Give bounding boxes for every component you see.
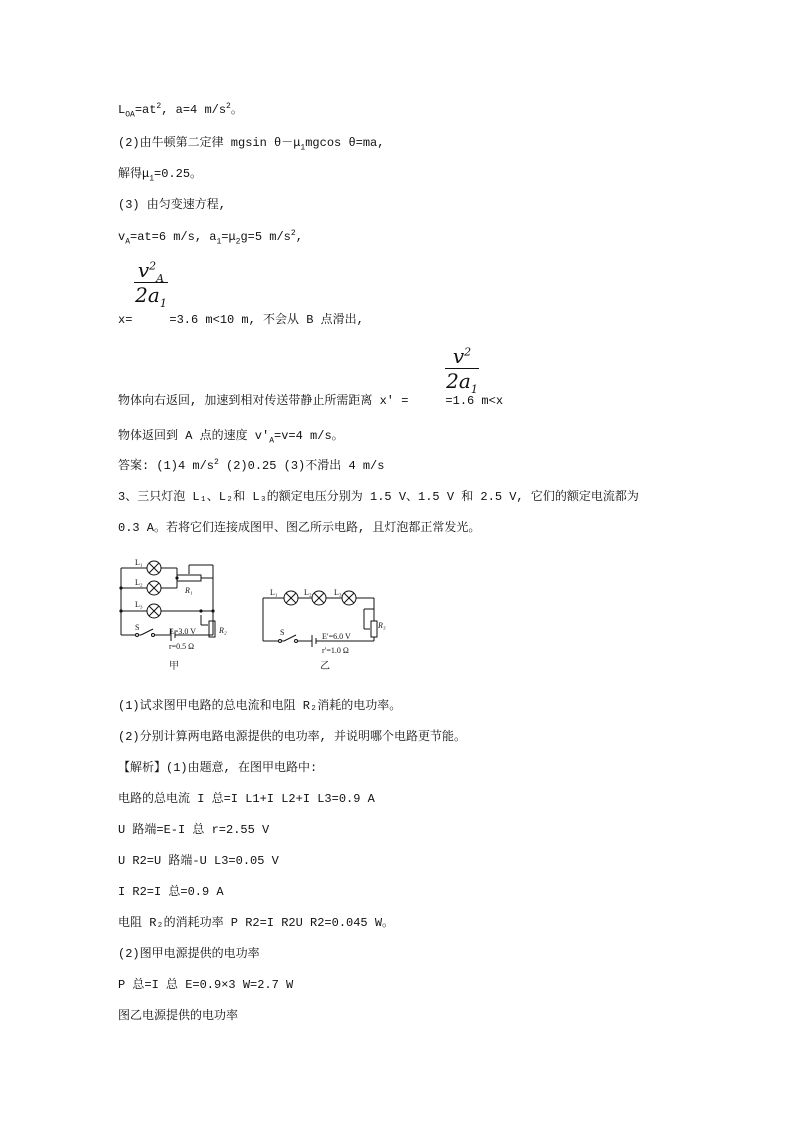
label-r2: R₂: [219, 626, 227, 635]
line-uniform-accel: (3) 由匀变速方程,: [118, 198, 227, 212]
label-switch: S: [135, 623, 140, 632]
circuit-figure-jia: [115, 553, 245, 675]
question-2: (2)分别计算两电路电源提供的电功率, 并说明哪个电路更节能。: [118, 730, 467, 744]
line-newton-law: (2)由牛顿第二定律 mgsin $\theta-\mu_1mgcos$ θ=ma,: [118, 136, 385, 153]
caption-jia: 甲: [169, 661, 179, 672]
line-return-speed: 物体返回到 A 点的速度 $v'_A=v=4$ m/s。: [118, 429, 344, 446]
label-l3: L₃: [135, 600, 143, 609]
total-current: 电路的总电流 I 总=I L1+I L2+I L3=0.9 A: [118, 792, 375, 806]
problem3-line1: 3、三只灯泡 L₁、L₂和 L₃的额定电压分别为 1.5 V、1.5 V 和 2.5 V, 它们的额定电流都为: [118, 490, 639, 504]
jia-power-value: P 总=I 总 E=0.9×3 W=2.7 W: [118, 978, 294, 992]
problem3-line2: 0.3 A。若将它们连接成图甲、图乙所示电路, 且灯泡都正常发光。: [118, 521, 481, 535]
label-l1: L₁: [270, 588, 278, 597]
label-emf: E=3.0 V: [169, 627, 197, 636]
line-loa: $L_{OA}=at^2$, a=4 $m/s^2$。: [118, 102, 243, 120]
label-internal-r: r′=1.0 Ω: [322, 646, 349, 655]
label-l3: L₃: [334, 588, 342, 597]
label-l2: L₂: [304, 588, 312, 597]
line-x-distance: x= =3.6 m<10 m, 不会从 B 点滑出,: [118, 313, 364, 327]
r2-power: 电阻 R₂的消耗功率 P R2=I R2U R2=0.045 W。: [118, 916, 395, 930]
label-switch: S: [280, 628, 285, 637]
caption-yi: 乙: [320, 661, 330, 672]
line-va: $v_A=at=6$ m/s, $a_1=\mu_2g=5$ $m/s^2$,: [118, 229, 303, 247]
jia-power-heading: (2)图甲电源提供的电功率: [118, 947, 260, 961]
label-l2: L₂: [135, 578, 143, 587]
r2-current: I R2=I 总=0.9 A: [118, 885, 224, 899]
circuit-figure-yi: [258, 583, 388, 675]
line-mu1: 解得$\mu_1=0.25$。: [118, 167, 203, 184]
analysis-heading: 【解析】(1)由题意, 在图甲电路中:: [118, 761, 318, 775]
line-answer: 答案: (1)4 $m/s^2$ (2)0.25 (3)不滑出 4 m/s: [118, 458, 385, 473]
question-1: (1)试求图甲电路的总电流和电阻 R₂消耗的电功率。: [118, 699, 402, 713]
label-emf: E′=6.0 V: [322, 632, 351, 641]
yi-power-heading: 图乙电源提供的电功率: [118, 1009, 239, 1023]
label-r1: R₁: [185, 586, 193, 595]
label-l1: L₁: [135, 558, 143, 567]
fraction-va2-over-2a1: $v^2_A$ $2a_1$: [135, 258, 167, 310]
r2-voltage: U R2=U 路端-U L3=0.05 V: [118, 854, 279, 868]
line-return-distance: 物体向右返回, 加速到相对传送带静止所需距离 x′ = =1.6 m<x: [118, 394, 504, 408]
label-internal-r: r=0.5 Ω: [169, 642, 195, 651]
terminal-voltage: U 路端=E-I 总 r=2.55 V: [118, 823, 270, 837]
label-r3: R₃: [378, 621, 386, 630]
fraction-v2-over-2a1: $v^2$ $2a_1$: [446, 344, 478, 396]
